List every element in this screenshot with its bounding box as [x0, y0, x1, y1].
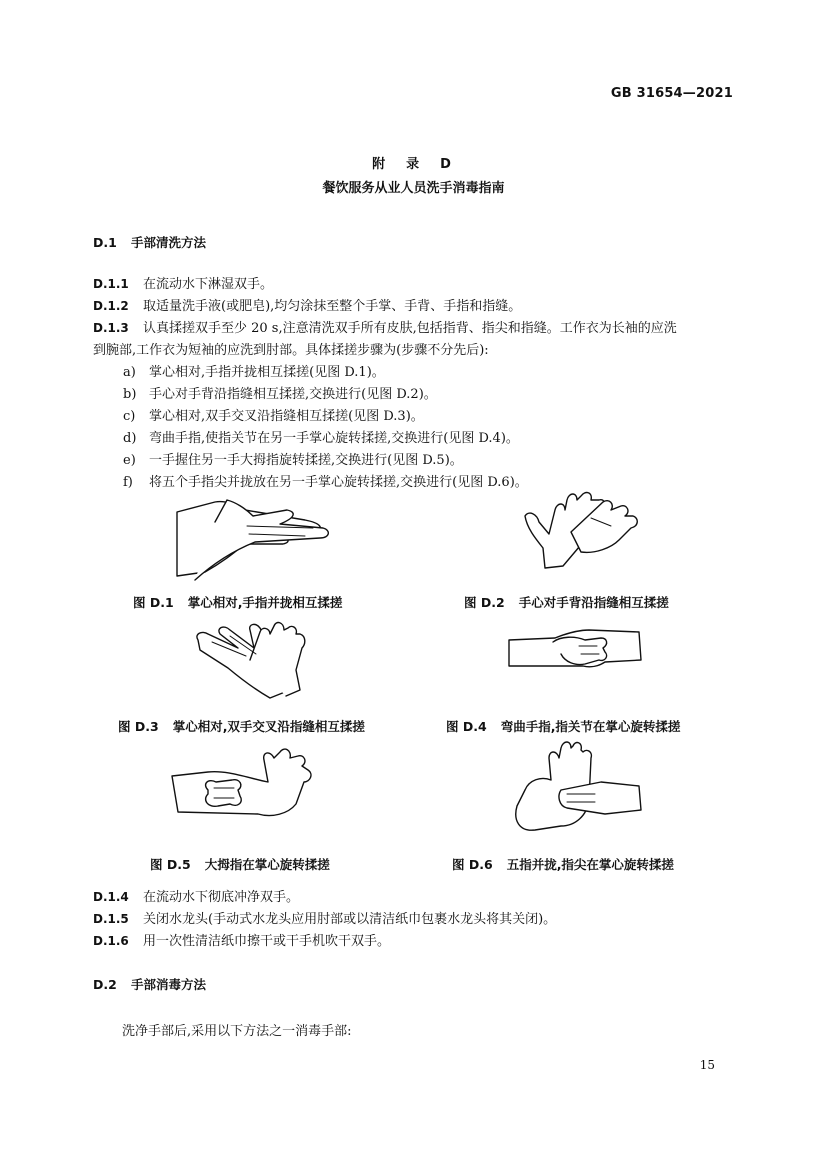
step-d1-5 — [93, 908, 556, 927]
figure-number: 图 D.5 — [150, 857, 191, 872]
substep-b — [123, 383, 437, 402]
step-number: D.1.1 — [93, 277, 129, 291]
figure-d4-illustration — [505, 622, 645, 680]
figure-d3-illustration — [190, 620, 310, 702]
figure-d2-illustration — [515, 488, 645, 574]
substep-label: a) — [123, 365, 136, 380]
substep-label: f) — [123, 475, 133, 490]
step-text: 在流动水下彻底冲净双手。 — [143, 890, 300, 905]
substep-label: d) — [123, 431, 137, 446]
figure-d5-illustration — [168, 748, 318, 828]
figure-caption-text: 手心对手背沿指缝相互揉搓 — [518, 595, 669, 610]
step-d1-3-continuation: 到腕部,工作衣为短袖的应洗到肘部。具体揉搓步骤为(步骤不分先后): — [93, 343, 489, 358]
substep-c — [123, 405, 424, 424]
substep-text: 手心对手背沿指缝相互揉搓,交换进行(见图 D.2)。 — [149, 387, 437, 402]
hands-interlaced-icon — [190, 620, 310, 702]
knuckles-in-palm-icon — [505, 622, 645, 680]
appendix-title: 餐饮服务从业人员洗手消毒指南 — [322, 181, 505, 196]
step-number: D.1.2 — [93, 299, 129, 313]
section2-intro: 洗净手部后,采用以下方法之一消毒手部: — [122, 1024, 352, 1039]
step-number: D.1.6 — [93, 934, 129, 948]
section-number: D.2 — [93, 977, 117, 992]
step-d1-3 — [93, 317, 677, 336]
figure-d5-caption — [150, 855, 330, 873]
substep-label: e) — [123, 453, 136, 468]
substep-label: b) — [123, 387, 137, 402]
step-d1-6 — [93, 930, 390, 949]
figure-caption-text: 弯曲手指,指关节在掌心旋转揉搓 — [500, 719, 681, 734]
figure-d4-caption — [446, 717, 680, 735]
figure-number: 图 D.6 — [452, 857, 493, 872]
step-text: 关闭水龙头(手动式水龙头应用肘部或以清洁纸巾包裹水龙头将其关闭)。 — [143, 912, 557, 927]
section-heading-d1 — [93, 233, 206, 251]
step-text: 用一次性清洁纸巾擦干或干手机吹干双手。 — [143, 934, 391, 949]
substep-label: c) — [123, 409, 136, 424]
figure-caption-text: 大拇指在掌心旋转揉搓 — [204, 857, 330, 872]
step-number: D.1.3 — [93, 321, 129, 335]
substep-e — [123, 449, 463, 468]
figure-d6-illustration — [505, 740, 645, 840]
substep-text: 掌心相对,手指并拢相互揉搓(见图 D.1)。 — [149, 365, 385, 380]
step-d1-4 — [93, 886, 299, 905]
section-title: 手部消毒方法 — [131, 977, 207, 992]
step-number: D.1.5 — [93, 912, 129, 926]
figure-d3-caption — [118, 717, 365, 735]
hand-over-back-icon — [515, 488, 645, 574]
step-d1-1 — [93, 273, 273, 292]
figure-number: 图 D.1 — [133, 595, 174, 610]
step-text: 取适量洗手液(或肥皂),均匀涂抹至整个手掌、手背、手指和指缝。 — [143, 299, 522, 314]
hands-palms-together-icon — [175, 492, 335, 582]
figure-caption-text: 掌心相对,双手交叉沿指缝相互揉搓 — [172, 719, 365, 734]
figure-d1-illustration — [175, 492, 335, 582]
substep-text: 将五个手指尖并拢放在另一手掌心旋转揉搓,交换进行(见图 D.6)。 — [149, 475, 528, 490]
substep-f — [123, 471, 528, 490]
standard-code: GB 31654—2021 — [610, 86, 733, 101]
thumb-rotation-icon — [168, 748, 318, 828]
page-number: 15 — [699, 1058, 715, 1072]
figure-number: 图 D.4 — [446, 719, 487, 734]
step-d1-2 — [93, 295, 521, 314]
substep-text: 弯曲手指,使指关节在另一手掌心旋转揉搓,交换进行(见图 D.4)。 — [149, 431, 519, 446]
section-number: D.1 — [93, 235, 117, 250]
step-number: D.1.4 — [93, 890, 129, 904]
step-text: 在流动水下淋湿双手。 — [143, 277, 274, 292]
substep-text: 一手握住另一手大拇指旋转揉搓,交换进行(见图 D.5)。 — [149, 453, 463, 468]
fingertips-in-palm-icon — [505, 740, 645, 840]
figure-d1-caption — [133, 593, 342, 611]
section-heading-d2 — [93, 975, 206, 993]
figure-caption-text: 掌心相对,手指并拢相互揉搓 — [187, 595, 343, 610]
substep-d — [123, 427, 519, 446]
figure-number: 图 D.3 — [118, 719, 159, 734]
section-title: 手部清洗方法 — [131, 235, 207, 250]
figure-caption-text: 五指并拢,指尖在掌心旋转揉搓 — [506, 857, 674, 872]
figure-d6-caption — [452, 855, 674, 873]
figure-number: 图 D.2 — [464, 595, 505, 610]
figure-d2-caption — [464, 593, 669, 611]
substep-text: 掌心相对,双手交叉沿指缝相互揉搓(见图 D.3)。 — [149, 409, 424, 424]
substep-a — [123, 361, 385, 380]
appendix-label: 附 录 D — [372, 157, 455, 172]
step-text: 认真揉搓双手至少 20 s,注意清洗双手所有皮肤,包括指背、指尖和指缝。工作衣为长袖的应洗 — [143, 321, 677, 336]
